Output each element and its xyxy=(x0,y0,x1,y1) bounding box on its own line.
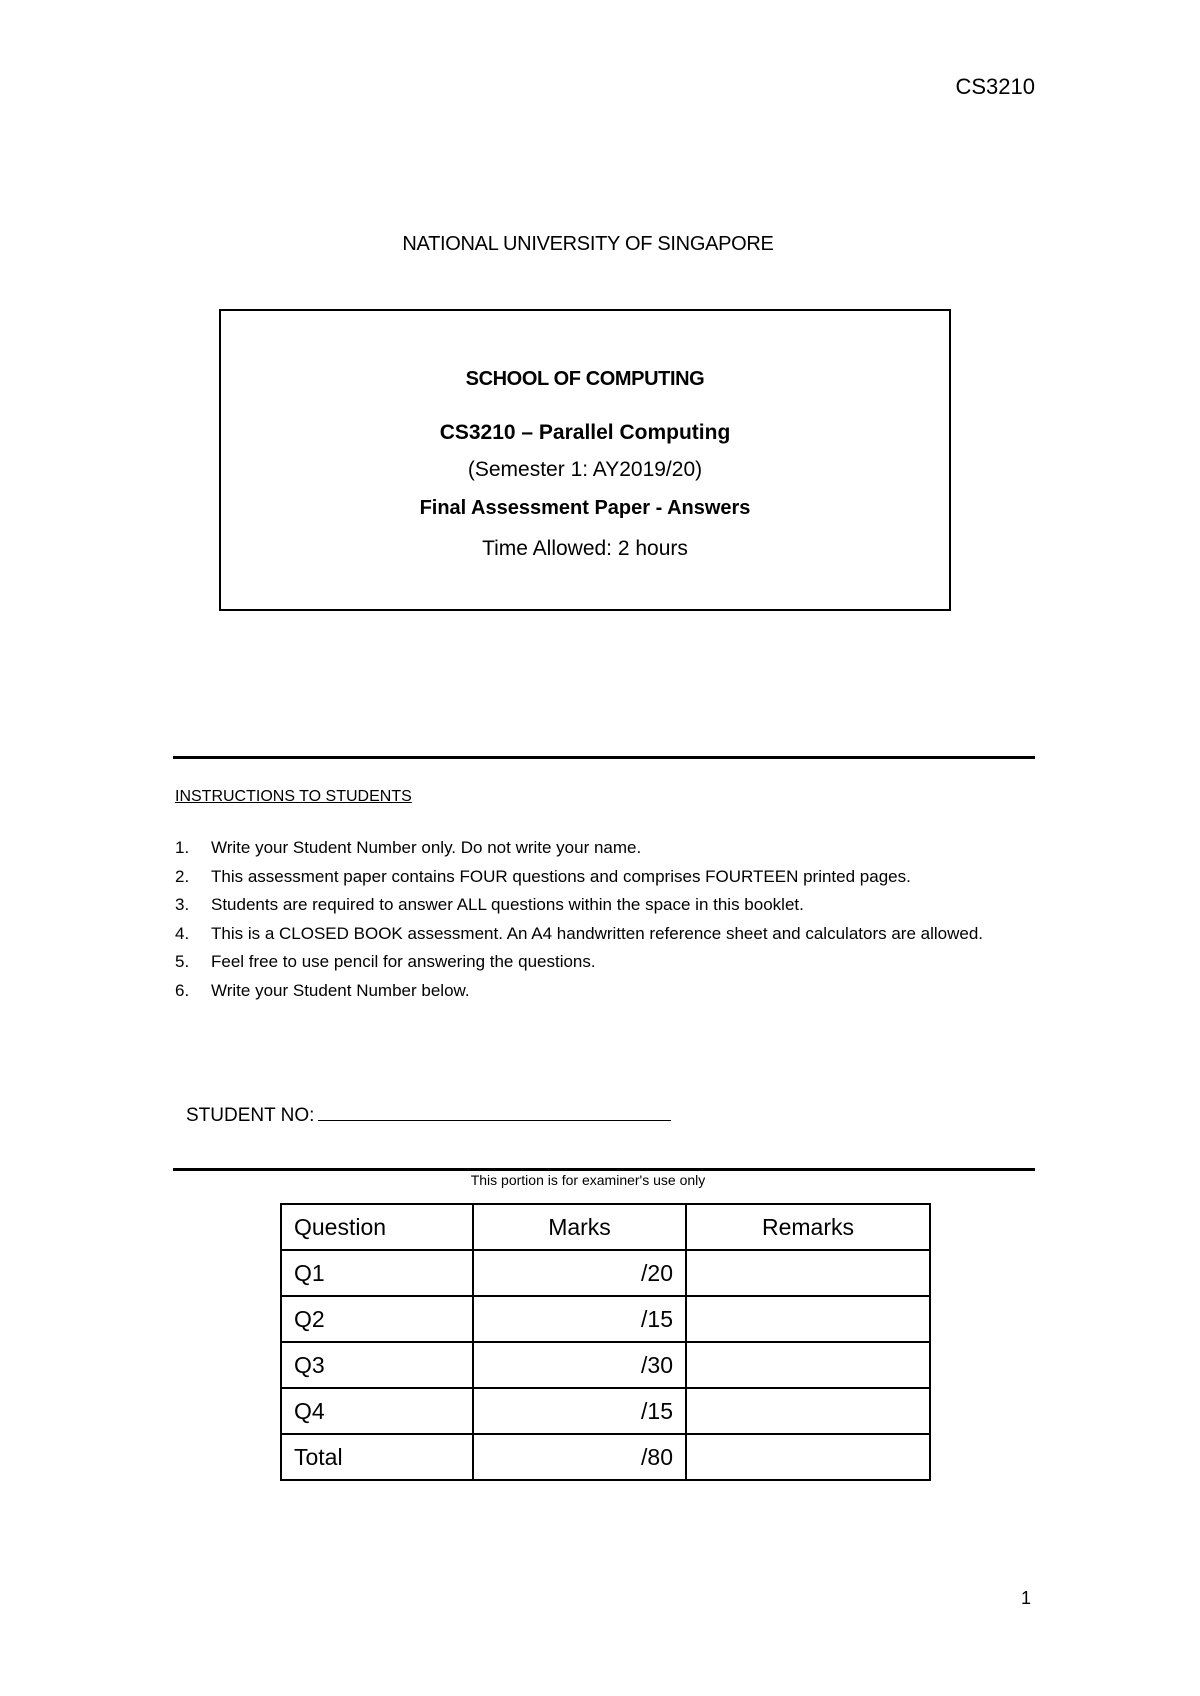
marks-table xyxy=(280,1203,931,1481)
question-cell: Q4 xyxy=(281,1388,473,1434)
examiner-note: This portion is for examiner's use only xyxy=(470,1172,706,1188)
remarks-cell xyxy=(686,1388,930,1434)
instruction-item: 1. Write your Student Number only. Do not write your name. xyxy=(175,838,642,857)
table-row xyxy=(281,1296,930,1342)
title-box xyxy=(219,309,951,611)
student-number-label: STUDENT NO: xyxy=(186,1105,315,1126)
marks-cell: /30 xyxy=(473,1342,686,1388)
page-number: 1 xyxy=(1020,1588,1031,1608)
column-header-remarks: Remarks xyxy=(686,1204,930,1250)
remarks-cell xyxy=(686,1296,930,1342)
student-number-field xyxy=(186,1100,671,1127)
divider xyxy=(173,756,1035,759)
course-code-header: CS3210 xyxy=(955,74,1035,99)
time-allowed: Time Allowed: 2 hours xyxy=(482,537,688,560)
semester-label: (Semester 1: AY2019/20) xyxy=(467,458,703,481)
column-header-question: Question xyxy=(281,1204,473,1250)
question-cell: Q1 xyxy=(281,1250,473,1296)
paper-title: Final Assessment Paper - Answers xyxy=(419,497,751,519)
table-row xyxy=(281,1342,930,1388)
marks-cell: /20 xyxy=(473,1250,686,1296)
student-number-blank[interactable] xyxy=(318,1100,671,1121)
instructions-heading: INSTRUCTIONS TO STUDENTS xyxy=(175,788,412,805)
divider xyxy=(173,1168,1035,1171)
table-row-total xyxy=(281,1434,930,1480)
remarks-cell xyxy=(686,1250,930,1296)
question-cell: Q2 xyxy=(281,1296,473,1342)
column-header-marks: Marks xyxy=(473,1204,686,1250)
table-row xyxy=(281,1388,930,1434)
instruction-item: 2. This assessment paper contains FOUR questions and comprises FOURTEEN printed pages. xyxy=(175,866,911,886)
course-title: CS3210 – Parallel Computing xyxy=(439,421,731,444)
university-name: NATIONAL UNIVERSITY OF SINGAPORE xyxy=(402,233,774,255)
instructions-list xyxy=(175,834,1005,1005)
marks-cell: /15 xyxy=(473,1388,686,1434)
school-name: SCHOOL OF COMPUTING xyxy=(465,368,705,390)
instruction-item: 6. Write your Student Number below. xyxy=(175,980,470,1000)
marks-cell: /15 xyxy=(473,1296,686,1342)
table-row xyxy=(281,1250,930,1296)
marks-cell: /80 xyxy=(473,1434,686,1480)
instruction-item: 3. Students are required to answer ALL questions within the space in this booklet. xyxy=(175,895,804,914)
table-header-row xyxy=(281,1204,930,1250)
question-cell: Total xyxy=(281,1434,473,1480)
question-cell: Q3 xyxy=(281,1342,473,1388)
remarks-cell xyxy=(686,1342,930,1388)
remarks-cell xyxy=(686,1434,930,1480)
instruction-item: 4. This is a CLOSED BOOK assessment. An A4 handwritten reference sheet and calculators are allowed. xyxy=(175,923,983,943)
instruction-item: 5. Feel free to use pencil for answering the questions. xyxy=(175,952,596,971)
